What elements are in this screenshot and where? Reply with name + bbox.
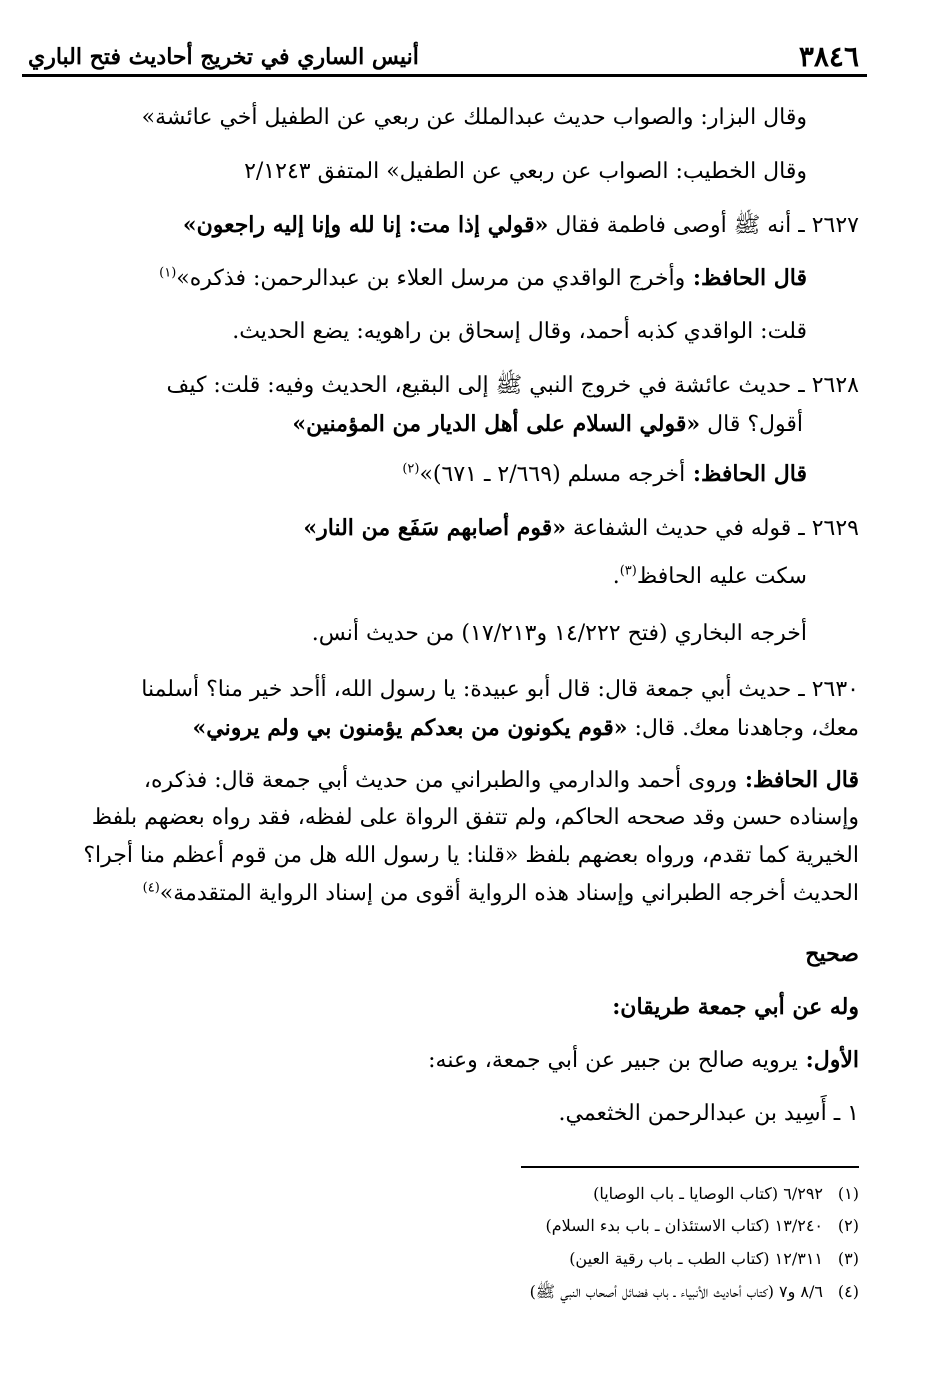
footnote-ref: (٤) bbox=[142, 880, 160, 896]
footnote-ref: (٢) bbox=[402, 461, 420, 477]
text-line bbox=[44, 410, 803, 440]
hadith-quote: «قوم يكونون من بعدكم يؤمنون بي ولم يروني» bbox=[192, 715, 628, 741]
footnote bbox=[593, 1184, 859, 1203]
text-span: وأخرج الواقدي من مرسل العلاء بن عبدالرحمن: فذكره» bbox=[176, 266, 686, 291]
text-span: أقول؟ قال bbox=[700, 412, 803, 437]
text-span: ٢٦٢٩ ـ قوله في حديث الشفاعة bbox=[566, 516, 859, 541]
section-heading bbox=[44, 993, 859, 1022]
list-item bbox=[44, 1100, 859, 1129]
footnote-text: ١٢/٣١١ (كتاب الطب ـ باب رقية العين) bbox=[569, 1249, 823, 1268]
text-line bbox=[44, 264, 807, 294]
text-span: وقال الخطيب: الصواب عن ربعي عن الطفيل» المتفق ٢/١٢٤٣ bbox=[244, 159, 807, 184]
text-span: صحيح bbox=[805, 941, 859, 967]
hadith-quote: «قولي السلام على أهل الديار من المؤمنين» bbox=[292, 411, 701, 437]
text-line bbox=[44, 714, 859, 744]
text-span: سكت عليه الحافظ bbox=[636, 564, 807, 589]
footnote bbox=[546, 1216, 859, 1235]
footnote bbox=[569, 1249, 859, 1268]
period: . bbox=[612, 564, 620, 589]
text-line bbox=[44, 318, 807, 347]
text-line bbox=[44, 1046, 859, 1076]
footnote-number: (٤) bbox=[837, 1282, 859, 1301]
page-number: ٣٨٤٦ bbox=[798, 40, 859, 73]
footnote-text: ٦/٢٩٢ (كتاب الوصايا ـ باب الوصايا) bbox=[593, 1184, 823, 1203]
text-span: وقال البزار: والصواب حديث عبدالملك عن ربعي عن الطفيل أخي عائشة» bbox=[141, 105, 807, 130]
text-span: وروى أحمد والدارمي والطبراني من حديث أبي جمعة قال: فذكره، bbox=[143, 768, 738, 793]
hafiz-label: قال الحافظ: bbox=[685, 265, 807, 291]
text-span: ١ ـ أَسِيد بن عبدالرحمن الخثعمي. bbox=[558, 1101, 859, 1126]
footnote-ref: (١) bbox=[159, 265, 177, 281]
hadith-2629 bbox=[44, 514, 859, 544]
text-line bbox=[44, 563, 807, 592]
book-title: أنيس الساري في تخريج أحاديث فتح الباري bbox=[28, 44, 419, 70]
text-line bbox=[44, 158, 807, 187]
hadith-2628 bbox=[44, 372, 859, 401]
hafiz-label: قال الحافظ: bbox=[737, 767, 859, 793]
text-line bbox=[44, 460, 807, 490]
text-span: قلت: الواقدي كذبه أحمد، وقال إسحاق بن راهويه: يضع الحديث. bbox=[232, 319, 807, 344]
header-rule bbox=[22, 74, 867, 77]
grade-heading bbox=[44, 940, 859, 969]
text-line bbox=[44, 880, 859, 909]
text-line bbox=[44, 766, 859, 796]
hadith-quote: «قوم أصابهم سَفَع من النار» bbox=[303, 515, 567, 541]
footnote-number: (١) bbox=[837, 1184, 859, 1203]
text-span: ٢٦٣٠ ـ حديث أبي جمعة قال: قال أبو عبيدة: يا رسول الله، أأحد خير منا؟ أسلمنا bbox=[141, 677, 859, 702]
text-span: وله عن أبي جمعة طريقان: bbox=[612, 994, 859, 1020]
text-line bbox=[44, 104, 807, 133]
text-line bbox=[44, 842, 859, 871]
text-span: وإسناده حسن وقد صححه الحاكم، ولم تتفق الرواة على لفظه، فقد رواه بعضهم بلفظ bbox=[91, 805, 859, 830]
footnote-rule bbox=[521, 1166, 859, 1168]
footnote bbox=[530, 1282, 859, 1305]
hadith-2630 bbox=[44, 676, 859, 705]
running-header bbox=[22, 40, 867, 74]
hadith-2627 bbox=[44, 211, 859, 241]
text-span: أخرجه مسلم (٢/٦٦٩ ـ ٦٧١)» bbox=[419, 462, 686, 487]
footnote-number: (٢) bbox=[837, 1216, 859, 1235]
text-span: الحديث أخرجه الطبراني وإسناد هذه الرواية أقوى من إسناد الرواية المتقدمة» bbox=[159, 881, 859, 906]
hafiz-label: قال الحافظ: bbox=[685, 461, 807, 487]
hadith-quote: «قولي إذا مت: إنا لله وإنا إليه راجعون» bbox=[182, 212, 549, 238]
footnote-ref: (٣) bbox=[619, 563, 637, 579]
text-span: ٢٦٢٧ ـ أنه ﷺ أوصى فاطمة فقال bbox=[548, 213, 859, 238]
text-span: ٢٦٢٨ ـ حديث عائشة في خروج النبي ﷺ إلى البقيع، الحديث وفيه: قلت: كيف bbox=[166, 373, 859, 398]
text-span: معك، وجاهدنا معك. قال: bbox=[627, 716, 859, 741]
text-span: أخرجه البخاري (فتح ١٤/٢٢٢ و١٧/٢١٣) من حديث أنس. bbox=[311, 621, 807, 646]
text-line bbox=[44, 804, 859, 833]
footnote-text: ١٣/٢٤٠ (كتاب الاستئذان ـ باب بدء السلام) bbox=[545, 1216, 823, 1235]
text-span: الخيرية كما تقدم، ورواه بعضهم بلفظ «قلنا: يا رسول الله هل من قوم أعظم منا أجرا؟ bbox=[83, 843, 859, 868]
footnote-number: (٣) bbox=[837, 1249, 859, 1268]
text-span: يرويه صالح بن جبير عن أبي جمعة، وعنه: bbox=[428, 1048, 798, 1073]
footnote-text: ٨/٦ و٧ (كتاب أحاديث الأنبياء ـ باب فضائل أصحاب النبي ﷺ) bbox=[529, 1282, 823, 1301]
awwal-label: الأول: bbox=[797, 1047, 859, 1073]
text-line bbox=[44, 620, 807, 649]
